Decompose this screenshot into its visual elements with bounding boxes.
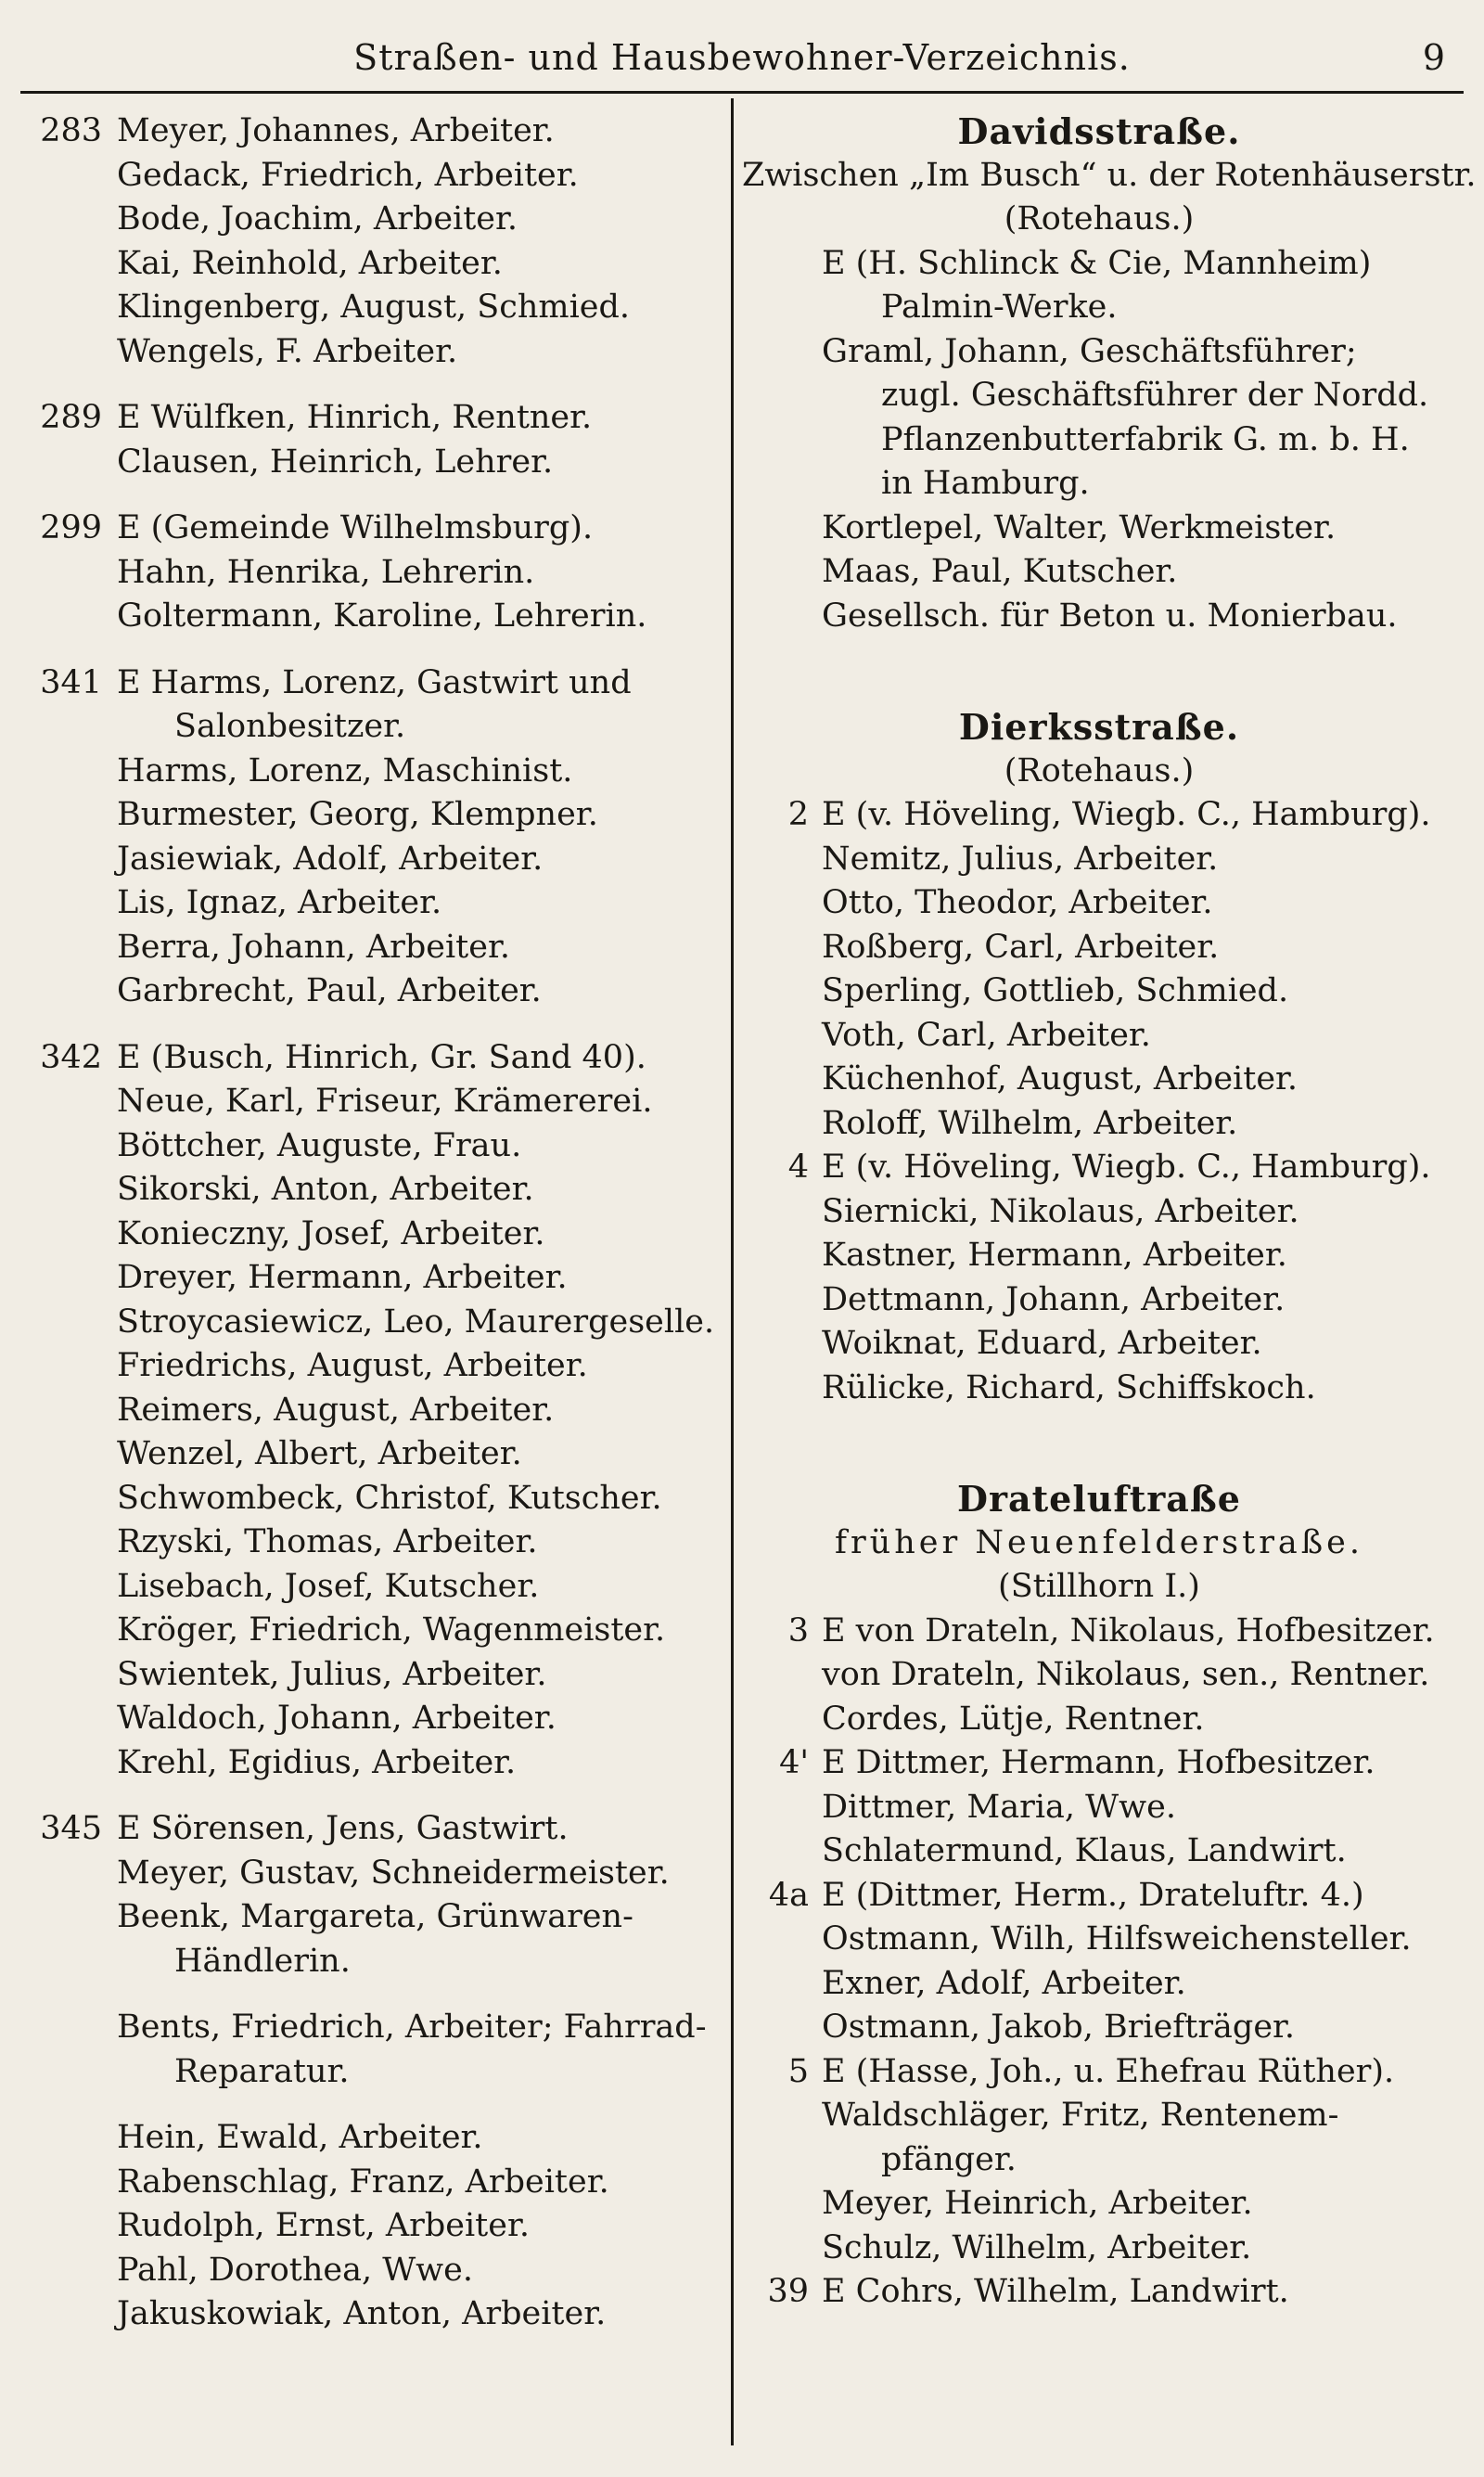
entry-line [742,242,1456,287]
right-column [742,109,1477,2315]
section-gap [742,661,1456,683]
entry-text: Gedack, Friedrich, Arbeiter. [117,156,579,194]
entry-line [17,1080,722,1124]
entry-line [17,507,722,551]
entry-line [742,926,1456,970]
entry-line [17,1653,722,1698]
street-heading: Davidsstraße. [957,110,1241,152]
section-gap [742,1432,1456,1455]
entry-text: Rudolph, Ernst, Arbeiter. [117,2207,530,2244]
entry-text: Swientek, Julius, Arbeiter. [117,1655,547,1693]
entry-text: Roloff, Wilhelm, Arbeiter. [822,1104,1238,1142]
entry-line [742,838,1456,882]
section-gap [742,1455,1456,1477]
entry-text: Berra, Johann, Arbeiter. [117,928,510,966]
entry-line [17,1609,722,1653]
entry-line [17,1213,722,1257]
house-number: 342 [40,1038,102,1076]
entry-line [742,374,1456,418]
entry-text: Kastner, Hermann, Arbeiter. [822,1237,1287,1274]
entry-text: in Hamburg. [881,465,1090,502]
entry-text: Kai, Reinhold, Arbeiter. [117,244,503,282]
entry-text: Friedrichs, August, Arbeiter. [117,1347,588,1384]
entry-line [742,1698,1456,1742]
entry-line [742,881,1456,926]
street-subtitle: früher Neuenfelderstraße. [834,1523,1364,1561]
entry-text: Klingenberg, August, Schmied. [117,289,631,326]
entry-line [17,750,722,794]
entry-line [17,1301,722,1345]
entry-text: Schlatermund, Klaus, Landwirt. [822,1832,1347,1869]
entry-text: Otto, Theodor, Arbeiter. [822,884,1213,921]
entry-line [17,1036,722,1081]
entry-line [17,1895,722,1940]
entry-line [17,1256,722,1301]
house-number: 5 [787,2052,809,2090]
entry-text: E (Busch, Hinrich, Gr. Sand 40). [117,1038,646,1076]
entry-line [17,1477,722,1521]
entry-line [17,1807,722,1852]
entry-text: Salonbesitzer. [174,708,406,745]
entry-line [17,1565,722,1610]
entry-text: Stroycasiewicz, Leo, Maurergeselle. [117,1303,715,1341]
entry-text: Waldschläger, Fritz, Rentenem- [822,2097,1339,2134]
entry-line [17,2006,722,2050]
entry-gap [17,484,722,507]
entry-text: Dettmann, Johann, Arbeiter. [822,1280,1286,1318]
entry-line [742,286,1456,330]
entry-text: E Sörensen, Jens, Gastwirt. [117,1810,569,1847]
page-header [28,37,1456,93]
entry-text: Reparatur. [174,2052,350,2090]
entry-line [17,881,722,926]
entry-line [17,2249,722,2293]
entry-line [742,1918,1456,1962]
entry-line [17,1940,722,1984]
entry-line [742,2006,1456,2050]
entry-line [742,1102,1456,1147]
entry-line [742,1829,1456,1874]
entry-line [17,396,722,441]
street-heading: Drateluftraße [957,1478,1241,1520]
house-number: 341 [40,663,102,701]
entry-text: Gesellsch. für Beton u. Monierbau. [822,597,1398,635]
house-number: 345 [40,1810,102,1847]
entry-line [742,2050,1456,2095]
street-subtitle: Zwischen „Im Busch“ u. der Rotenhäuserstr. [742,156,1477,194]
entry-line [17,154,722,199]
entry-text: Meyer, Heinrich, Arbeiter. [822,2185,1253,2222]
house-number: 283 [40,112,102,149]
entry-text: Küchenhof, August, Arbeiter. [822,1060,1298,1097]
entry-text: Schulz, Wilhelm, Arbeiter. [822,2228,1252,2266]
entry-line [17,705,722,750]
entry-line [17,595,722,639]
entry-text: pfänger. [881,2140,1017,2178]
entry-text: Reimers, August, Arbeiter. [117,1391,555,1429]
entry-gap [17,1785,722,1807]
entry-line [742,507,1456,551]
house-number: 4' [779,1744,809,1781]
entry-gap [17,374,722,396]
street-subtitle: (Stillhorn I.) [998,1568,1200,1605]
entry-text: Jakuskowiak, Anton, Arbeiter. [117,2295,607,2332]
entry-text: Sperling, Gottlieb, Schmied. [822,972,1289,1009]
entry-text: E (Gemeinde Wilhelmsburg). [117,509,594,546]
entry-text: Nemitz, Julius, Arbeiter. [822,840,1219,878]
entry-line [742,1058,1456,1102]
entry-line [742,1653,1456,1698]
street-subtitle: (Rotehaus.) [1004,200,1195,237]
entry-line [17,109,722,154]
entry-text: Schwombeck, Christof, Kutscher. [117,1479,662,1517]
house-number: 4 [787,1149,809,1186]
entry-text: Pflanzenbutterfabrik G. m. b. H. [881,420,1410,458]
entry-text: Meyer, Johannes, Arbeiter. [117,112,555,149]
section-gap [742,1410,1456,1432]
entry-line [742,969,1456,1014]
entry-text: Bode, Joachim, Arbeiter. [117,200,518,237]
entry-text: Wengels, F. Arbeiter. [117,332,458,370]
house-number: 299 [40,509,102,546]
section-gap [742,638,1456,661]
entry-text: Dittmer, Maria, Wwe. [822,1788,1176,1826]
section-gap [742,683,1456,705]
entry-line [742,2182,1456,2227]
entry-text: Graml, Johann, Geschäftsführer; [822,332,1357,370]
entry-text: zugl. Geschäftsführer der Nordd. [881,377,1429,414]
entry-text: Cordes, Lütje, Rentner. [822,1700,1205,1738]
entry-line [17,441,722,485]
entry-line [17,551,722,596]
house-number: 289 [40,399,102,436]
entry-line [742,1786,1456,1830]
entry-text: Ostmann, Jakob, Briefträger. [822,2009,1296,2046]
entry-text: Woiknat, Eduard, Arbeiter. [822,1325,1262,1362]
entry-line [17,2161,722,2205]
entry-text: Pahl, Dorothea, Wwe. [117,2251,473,2289]
entry-line [17,1741,722,1786]
entry-text: Krehl, Egidius, Arbeiter. [117,1743,517,1781]
entry-gap [17,639,722,661]
entry-line [17,286,722,330]
page-title: Straßen- und Hausbewohner-Verzeichnis. [353,37,1131,78]
entry-text: Konieczny, Josef, Arbeiter. [117,1214,545,1252]
entry-text: von Drateln, Nikolaus, sen., Rentner. [822,1656,1430,1693]
entry-line [17,926,722,970]
entry-line [742,2227,1456,2271]
entry-line [742,2138,1456,2183]
entry-line [17,242,722,287]
house-number: 4a [768,1876,809,1914]
entry-line [17,1124,722,1169]
entry-line [17,2204,722,2249]
entry-text: Voth, Carl, Arbeiter. [822,1016,1151,1054]
entry-text: E Harms, Lorenz, Gastwirt und [117,663,632,701]
entry-text: Burmester, Georg, Klempner. [117,796,598,833]
entry-text: Rabenschlag, Franz, Arbeiter. [117,2163,609,2201]
entry-line [17,2116,722,2161]
entry-line [17,838,722,882]
entry-line [742,1278,1456,1323]
entry-text: Lisebach, Josef, Kutscher. [117,1567,540,1605]
entry-text: Lis, Ignaz, Arbeiter. [117,884,442,921]
entry-line [742,1234,1456,1278]
entry-line [742,2270,1456,2315]
house-number: 3 [787,1611,809,1649]
entry-text: Garbrecht, Paul, Arbeiter. [117,972,542,1009]
entry-line [742,1874,1456,1919]
entry-text: Hein, Ewald, Arbeiter. [117,2119,483,2156]
entry-line [17,2050,722,2095]
entry-text: Dreyer, Hermann, Arbeiter. [117,1259,568,1296]
page-number: 9 [1422,37,1445,78]
entry-text: Rzyski, Thomas, Arbeiter. [117,1523,538,1560]
entry-text: E Cohrs, Wilhelm, Landwirt. [822,2273,1289,2310]
entry-gap [17,1014,722,1036]
entry-line [17,1521,722,1565]
entry-text: Maas, Paul, Kutscher. [822,553,1178,590]
entry-text: Palmin-Werke. [881,289,1118,326]
entry-line [742,1322,1456,1367]
entry-text: Roßberg, Carl, Arbeiter. [822,928,1220,966]
entry-line [17,198,722,242]
entry-text: Siernicki, Nikolaus, Arbeiter. [822,1192,1299,1230]
entry-text: Jasiewiak, Adolf, Arbeiter. [117,840,544,878]
entry-text: E (v. Höveling, Wiegb. C., Hamburg). [822,1149,1431,1186]
street-heading: Dierksstraße. [958,706,1240,748]
header-rule [20,91,1464,94]
entry-text: Böttcher, Auguste, Frau. [117,1126,522,1164]
entry-line [742,1367,1456,1411]
entry-text: E von Drateln, Nikolaus, Hofbesitzer. [822,1611,1435,1649]
entry-text: E (Dittmer, Herm., Drateluftr. 4.) [822,1876,1364,1914]
entry-text: E (Hasse, Joh., u. Ehefrau Rüther). [822,2052,1395,2090]
entry-line [742,1190,1456,1235]
entry-text: Neue, Karl, Friseur, Krämererei. [117,1083,653,1120]
entry-line [17,1389,722,1433]
entry-line [17,661,722,706]
entry-line [742,793,1456,838]
entry-line [742,462,1456,507]
entry-line [17,969,722,1014]
entry-line [742,1610,1456,1654]
entry-line [742,595,1456,639]
entry-text: Goltermann, Karoline, Lehrerin. [117,597,647,635]
entry-line [742,1146,1456,1190]
entry-text: E Wülfken, Hinrich, Rentner. [117,399,593,436]
entry-line [17,1697,722,1741]
entry-line [17,793,722,838]
entry-line [742,550,1456,595]
entry-line [742,1962,1456,2007]
entry-line [742,330,1456,375]
entry-text: Meyer, Gustav, Schneidermeister. [117,1854,670,1892]
entry-text: Rülicke, Richard, Schiffskoch. [822,1368,1316,1406]
column-divider [731,98,734,2445]
entry-text: Ostmann, Wilh, Hilfsweichensteller. [822,1920,1412,1957]
entry-text: Kortlepel, Walter, Werkmeister. [822,508,1337,546]
entry-text: Beenk, Margareta, Grünwaren- [117,1898,633,1935]
entry-line [17,1344,722,1389]
entry-line [742,418,1456,463]
entry-text: Kröger, Friedrich, Wagenmeister. [117,1611,666,1649]
entry-line [742,1014,1456,1059]
entry-line [17,1432,722,1477]
entry-text: Exner, Adolf, Arbeiter. [822,1964,1186,2002]
entry-text: Bents, Friedrich, Arbeiter; Fahrrad- [117,2009,707,2046]
entry-line [742,1741,1456,1786]
entry-text: Waldoch, Johann, Arbeiter. [117,1700,556,1737]
entry-text: Harms, Lorenz, Maschinist. [117,751,573,789]
house-number: 39 [767,2273,809,2310]
entry-gap [17,1983,722,2006]
entry-gap [17,2094,722,2116]
entry-text: E (v. Höveling, Wiegb. C., Hamburg). [822,796,1431,833]
entry-text: Wenzel, Albert, Arbeiter. [117,1435,522,1472]
entry-line [17,2292,722,2337]
entry-line [17,1168,722,1213]
entry-text: Clausen, Heinrich, Lehrer. [117,443,554,481]
entry-text: Händlerin. [174,1942,351,1980]
entry-text: E (H. Schlinck & Cie, Mannheim) [822,244,1372,282]
entry-text: E Dittmer, Hermann, Hofbesitzer. [822,1744,1375,1781]
entry-line [17,1852,722,1896]
left-column [17,109,722,2337]
house-number: 2 [787,796,809,833]
entry-text: Hahn, Henrika, Lehrerin. [117,553,535,591]
street-subtitle: (Rotehaus.) [1004,751,1195,789]
entry-line [17,330,722,375]
entry-line [742,2094,1456,2138]
entry-text: Sikorski, Anton, Arbeiter. [117,1171,534,1208]
